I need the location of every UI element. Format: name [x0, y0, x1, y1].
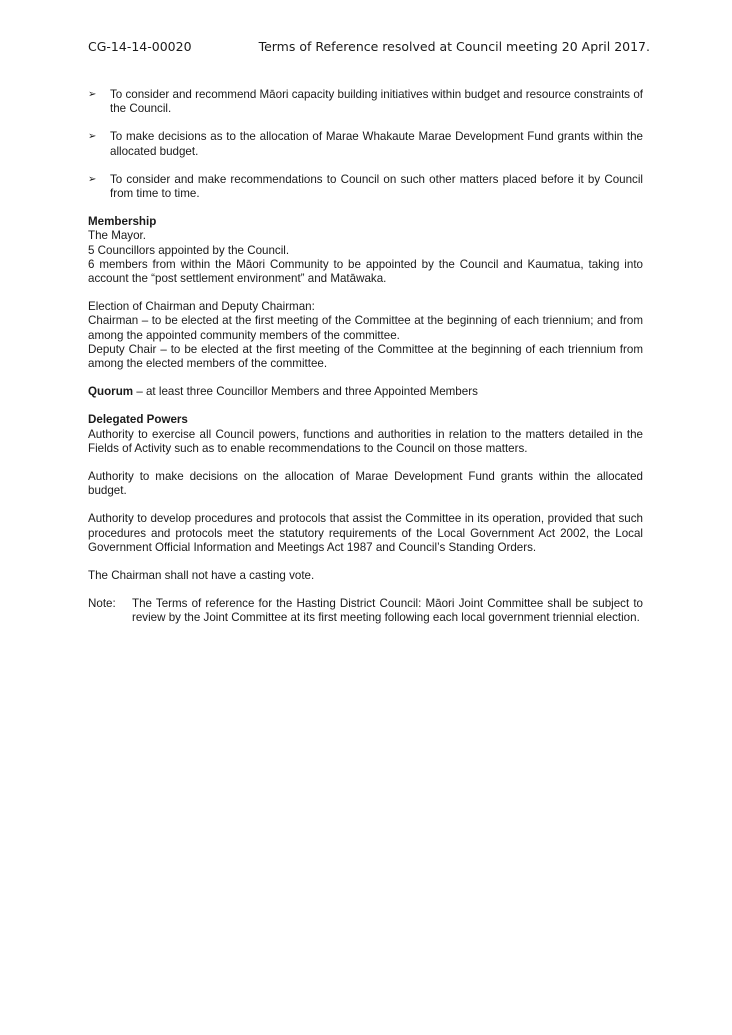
note-text: The Terms of reference for the Hasting District Council: Māori Joint Committee shall be subject to review by the Joint Committee at its first meeting following each local government triennial election. [132, 597, 643, 625]
membership-line: The Mayor. [88, 229, 146, 243]
membership-line: 6 members from within the Māori Community to be appointed by the Council and Kaumatua, taking into account the “post settlement environment” and Matāwaka. [88, 257, 643, 286]
list-item-text: To consider and make recommendations to Council on such other matters placed before it by Council from time to time. [110, 172, 643, 201]
election-chairman: Chairman – to be elected at the first meeting of the Committee at the beginning of each triennium; and from among the appointed community members of the committee. [88, 314, 643, 342]
election-deputy: Deputy Chair – to be elected at the first meeting of the Committee at the beginning of each triennium from among the elected members of the committee. [88, 342, 643, 371]
arrow-bullet-icon: ➢ [88, 131, 97, 143]
casting-vote-paragraph: The Chairman shall not have a casting vote. [88, 569, 315, 583]
list-item-text: To make decisions as to the allocation of Marae Whakaute Marae Development Fund grants within the allocated budget. [110, 130, 643, 158]
quorum-paragraph [88, 385, 643, 399]
quorum-label: Quorum [88, 385, 134, 399]
arrow-bullet-icon: ➢ [88, 89, 97, 100]
document-body [88, 88, 643, 626]
election-title: Election of Chairman and Deputy Chairman: [88, 300, 315, 314]
note-paragraph [88, 597, 643, 625]
delegated-paragraph: Authority to develop procedures and protocols that assist the Committee in its operation, provided that such procedures and protocols meet the statutory requirements of the Local Government Act 2002, the Local Government Official Information and Meetings Act 1987 and Council’s Standing Orders. [88, 512, 643, 554]
membership-heading: Membership [88, 215, 157, 229]
membership-line: 5 Councillors appointed by the Council. [88, 243, 290, 257]
document-code: CG-14-14-00020 [88, 39, 192, 54]
list-item [88, 88, 643, 116]
delegated-powers-heading: Delegated Powers [88, 413, 188, 427]
list-item-text: To consider and recommend Māori capacity building initiatives within budget and resource constraints of the Council. [110, 88, 643, 116]
note-label: Note: [88, 597, 116, 611]
delegated-paragraph: Authority to exercise all Council powers, functions and authorities in relation to the matters detailed in the Fields of Activity such as to enable recommendations to the Council on those matters. [88, 427, 643, 455]
header-resolution-note: Terms of Reference resolved at Council meeting 20 April 2017. [258, 39, 650, 54]
delegated-paragraph: Authority to make decisions on the allocation of Marae Development Fund grants within the allocated budget. [88, 470, 643, 498]
list-item [88, 130, 643, 158]
page-header [88, 39, 650, 57]
arrow-bullet-icon: ➢ [88, 173, 97, 185]
quorum-text: – at least three Councillor Members and three Appointed Members [133, 385, 478, 399]
list-item [88, 173, 643, 201]
